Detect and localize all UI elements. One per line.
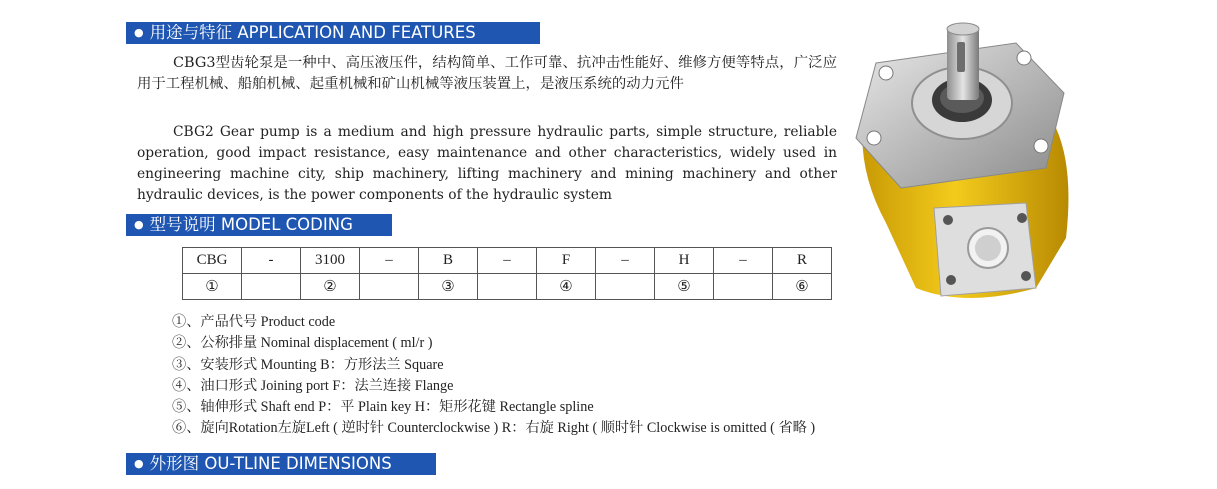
bullet-icon: ● <box>134 26 144 39</box>
index-cell: ③ <box>419 274 478 300</box>
section-header-application <box>126 22 540 44</box>
index-cell: ⑥ <box>773 274 832 300</box>
code-cell: B <box>419 248 478 274</box>
section-title: 外形图 OU-TLINE DIMENSIONS <box>149 454 392 473</box>
separator-cell: – <box>478 248 537 274</box>
index-cell: ④ <box>537 274 596 300</box>
index-cell: ② <box>301 274 360 300</box>
coding-legend <box>172 312 815 440</box>
empty-cell <box>242 274 301 300</box>
code-cell: CBG <box>183 248 242 274</box>
bullet-icon: ● <box>134 457 144 470</box>
empty-cell <box>478 274 537 300</box>
coding-row-codes <box>183 248 832 274</box>
legend-item: ②、公称排量 Nominal displacement ( ml/r ) <box>172 335 433 352</box>
code-cell: F <box>537 248 596 274</box>
legend-item: ④、油口形式 Joining port F：法兰连接 Flange <box>172 377 454 394</box>
coding-row-indices <box>183 274 832 300</box>
legend-item: ③、安装形式 Mounting B：方形法兰 Square <box>172 356 444 373</box>
index-cell: ⑤ <box>655 274 714 300</box>
legend-item: ⑤、轴伸形式 Shaft end P：平 Plain key H：矩形花键 Rectangle spline <box>172 399 594 416</box>
bullet-icon: ● <box>134 218 144 231</box>
separator-cell: – <box>714 248 773 274</box>
code-cell: R <box>773 248 832 274</box>
empty-cell <box>360 274 419 300</box>
legend-item: ⑥、旋向Rotation左旋Left ( 逆时针 Counterclockwise ) R：右旋 Right ( 顺时针 Clockwise is omitted ( 省略 ) <box>172 420 816 437</box>
description-english: CBG2 Gear pump is a medium and high pressure hydraulic parts, simple structure, reliable operation, good impact resistance, easy maintenance and other characteristics, widely used in engineering machine city, ship machinery, lifting machinery and mining machinery and other hydraulic devices, is the power components of the hydraulic system <box>137 124 837 203</box>
index-cell: ① <box>183 274 242 300</box>
separator-cell: - <box>242 248 301 274</box>
empty-cell <box>714 274 773 300</box>
section-title: 型号说明 MODEL CODING <box>149 215 353 234</box>
gear-pump-image <box>846 18 1074 303</box>
separator-cell: – <box>596 248 655 274</box>
section-header-outline <box>126 453 436 475</box>
legend-item: ①、产品代号 Product code <box>172 314 336 330</box>
model-coding-table <box>182 247 832 300</box>
section-title: 用途与特征 APPLICATION AND FEATURES <box>149 23 476 42</box>
section-header-model-coding <box>126 214 392 236</box>
description-chinese: CBG3型齿轮泵是一种中、高压液压件，结构简单、工作可靠、抗冲击性能好、维修方便等特点，广泛应用于工程机械、船舶机械、起重机械和矿山机械等液压装置上，是液压系统的动力元件 <box>137 55 837 92</box>
code-cell: 3100 <box>301 248 360 274</box>
separator-cell: – <box>360 248 419 274</box>
code-cell: H <box>655 248 714 274</box>
empty-cell <box>596 274 655 300</box>
